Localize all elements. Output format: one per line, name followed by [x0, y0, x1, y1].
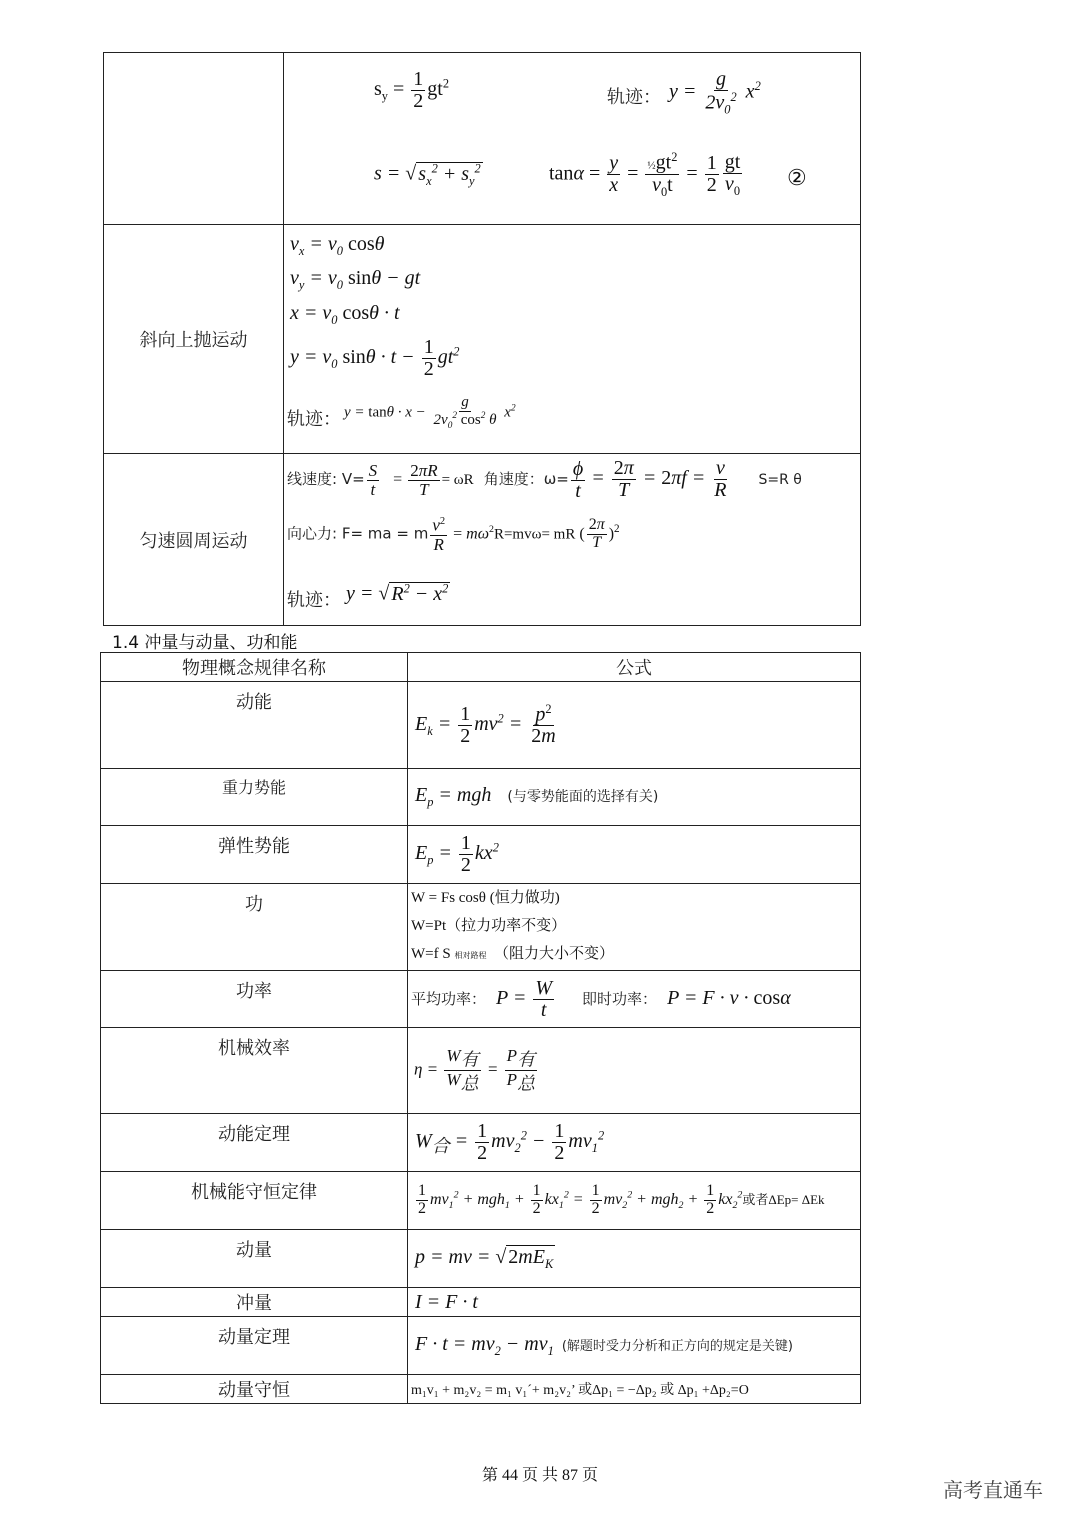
projectile-formulas-cell	[284, 53, 861, 225]
table-row	[101, 971, 861, 1028]
oblique-formulas-cell	[284, 225, 861, 454]
table-row	[101, 1172, 861, 1230]
motion-table	[103, 52, 861, 626]
vx-formula: $v_x = v_0$ cosθ	[290, 233, 385, 258]
table-row	[101, 1230, 861, 1288]
work-constant-force: W = Fs cosθ (恒力做功)	[411, 890, 560, 906]
energy-conservation-formula: $\frac{1}{2}$ $mv_1^2 + mgh_1$ + $\frac{1}{2}$ $kx_1^2$ = $\frac{1}{2}$ $mv_2^2 + mgh_2$ + $\frac{1}{2}$ $kx_2^2$或者ΔEp= ΔEk	[408, 1172, 861, 1230]
vy-formula: $v_y = v_0$ sinθ − gt	[290, 267, 421, 292]
row-name-gravity-pe: 重力势能	[101, 769, 408, 826]
work-power: W=Pt（拉力功率不变）	[411, 918, 567, 934]
power-formulas: 平均功率： P = $\frac{W}{t}$ 即时功率： P = F · v · cosα	[408, 971, 861, 1028]
impulse-formula: I = F · t	[408, 1288, 861, 1317]
work-formulas	[408, 884, 861, 971]
row-name-energy-conservation: 机械能守恒定律	[101, 1172, 408, 1230]
row-name-oblique-projectile: 斜向上抛运动	[104, 225, 284, 454]
x-formula: $x = v_0$ cosθ · t	[290, 302, 400, 327]
efficiency-formula: η = $\frac{W_有}{W_总}$ = $\frac{P_有}{P_总}$	[408, 1028, 861, 1114]
oblique-trajectory-label: 轨迹：	[287, 409, 341, 430]
table-row	[101, 1028, 861, 1114]
tan-alpha-formula: tanα = $\frac{y}{x}$ = $\frac{\frac{1}{2}gt^2}{v_0t}$ = $\frac{1}{2}$ $\frac{gt}{v_0}$	[549, 150, 741, 199]
centripetal-force: 向心力: F= ma = m $\frac{v^2}{R}$ = $m\omega^2R=mv\omega=$ mR ( $\frac{2\pi}{T}$ )$^2$	[287, 515, 620, 554]
table-row	[104, 454, 861, 626]
trajectory-label: 轨迹：	[607, 87, 661, 108]
y-formula: $y = v_0$ sinθ · t − $\frac{1}{2}$ $gt^2$	[290, 336, 460, 380]
row-name-work: 功	[101, 884, 408, 971]
equation-marker: ②	[787, 165, 807, 190]
row-name-circular-motion: 匀速圆周运动	[104, 454, 284, 626]
row-name-impulse-theorem: 动量定理	[101, 1317, 408, 1375]
row-name-impulse: 冲量	[101, 1288, 408, 1317]
sy-formula: $s_y$ = $\frac{1}{2}$ $gt^2$	[374, 68, 450, 112]
watermark: 高考直通车	[943, 1478, 1043, 1502]
linear-velocity: 线速度: V= $\frac{S}{t}$ = $\frac{2\pi R}{T}$ = ωR 角速度：ω= $\frac{\phi}{t}$ = $\frac{2\pi}{T}$ = 2πf = $\frac{v}{R}$ S=R θ	[287, 457, 802, 502]
row-name-momentum-conservation: 动量守恒	[101, 1375, 408, 1404]
impulse-theorem-formula: $F \cdot t = mv_2 - mv_1$ (解题时受力分析和正方向的规定是关键)	[408, 1317, 861, 1375]
work-friction: W=f S 相对路程 （阻力大小不变）	[411, 946, 614, 962]
row-name-empty	[104, 53, 284, 225]
row-name-momentum: 动量	[101, 1230, 408, 1288]
table-row	[101, 1114, 861, 1172]
row-name-efficiency: 机械效率	[101, 1028, 408, 1114]
kinetic-energy-formula: $E_k$ = $\frac{1}{2}$ $mv^2$ = $\frac{p^2}{2m}$	[408, 682, 861, 769]
oblique-trajectory-formula: y = tanθ · x − $\frac{g}{2v_0^2 \cos^2 \theta}$ $x^2$	[344, 394, 516, 431]
elastic-pe-formula: $E_p$ = $\frac{1}{2}$ $kx^2$	[408, 826, 861, 884]
circular-formulas-cell	[284, 454, 861, 626]
table-row	[101, 1375, 861, 1404]
circular-trajectory-label: 轨迹：	[287, 590, 341, 611]
table-row	[101, 1317, 861, 1375]
energy-momentum-table	[100, 652, 861, 1404]
momentum-conservation-formula: m₁v₁ + m₂v₂ = m₁ v₁´+ m₂v₂’ 或Δp₁ = −Δp₂ 或 Δp₁ +Δp₂=O	[408, 1375, 861, 1404]
table-header-row	[101, 653, 861, 682]
table-row	[101, 769, 861, 826]
circular-trajectory-formula: y = √ $R^2 - x^2$	[346, 581, 449, 605]
table-row	[101, 682, 861, 769]
table-row	[101, 826, 861, 884]
row-name-elastic-pe: 弹性势能	[101, 826, 408, 884]
table-row	[104, 225, 861, 454]
s-magnitude-formula: s = √ $s_x^2 + s_y^2$	[374, 161, 481, 188]
momentum-formula: p = mv = √ $2mE_K$	[408, 1230, 861, 1288]
gravity-pe-formula: $E_p$ = mgh (与零势能面的选择有关)	[408, 769, 861, 826]
table-row	[101, 884, 861, 971]
row-name-power: 功率	[101, 971, 408, 1028]
header-name: 物理概念规律名称	[101, 653, 408, 682]
work-energy-formula: $W_合$ = $\frac{1}{2}$ $mv_2^2$ − $\frac{1}{2}$ $mv_1^2$	[408, 1114, 861, 1172]
table-row	[104, 53, 861, 225]
trajectory-formula: y = $\frac{g}{2v_0^2}$ $x^2$	[669, 68, 761, 117]
table-row	[101, 1288, 861, 1317]
row-name-work-energy-theorem: 动能定理	[101, 1114, 408, 1172]
header-formula: 公式	[408, 653, 861, 682]
page-footer: 第 44 页 共 87 页	[481, 1467, 598, 1484]
section-title: 1.4 冲量与动量、功和能	[112, 633, 298, 653]
row-name-kinetic-energy: 动能	[101, 682, 408, 769]
